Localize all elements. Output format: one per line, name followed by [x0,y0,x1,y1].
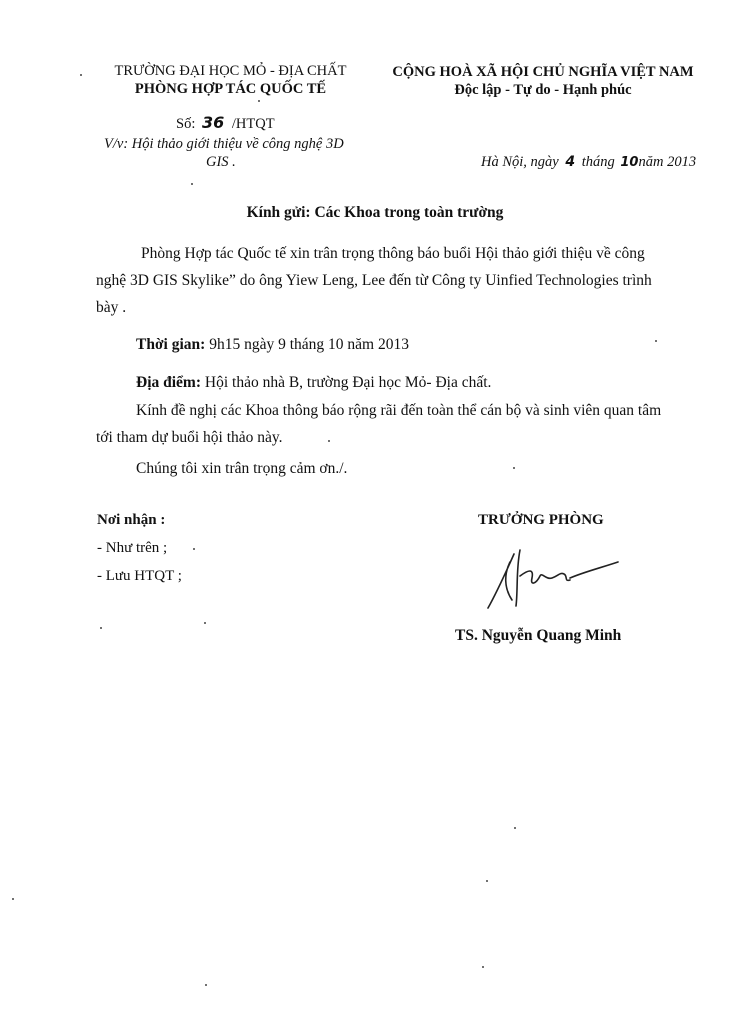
scan-speck [513,467,515,469]
date-year: năm 2013 [638,154,697,170]
doc-number-prefix: Số: [176,116,196,132]
scan-speck [191,183,193,185]
scan-speck [12,898,14,900]
recipients-item-2: - Lưu HTQT ; [97,568,182,584]
scan-speck [514,827,516,829]
doc-number-handwritten: 36 [201,113,225,132]
scan-speck [482,966,484,968]
recipients-item-1: - Như trên ; [97,540,168,556]
time-label: Thời gian: [136,336,206,353]
subject-line-2: GIS . [206,154,236,170]
scan-speck [258,100,260,102]
date-prefix: Hà Nội, ngày [481,154,559,170]
body-paragraph-1-line-3: bày . [96,299,127,316]
body-paragraph-2-line-2: tới tham dự buổi hội thảo này. [96,429,283,446]
handwritten-signature [480,540,630,615]
institution-name: TRƯỜNG ĐẠI HỌC MỎ - ĐỊA CHẤT [114,63,347,79]
body-paragraph-2-line-1: Kính đề nghị các Khoa thông báo rộng rãi đến toàn thể cán bộ và sinh viên quan tâm [136,402,662,419]
signature-role: TRƯỞNG PHÒNG [478,512,604,528]
place-label: Địa điểm: [136,374,202,391]
scan-speck [193,548,195,550]
scan-speck [328,440,330,442]
scan-speck [80,74,82,76]
signer-name: TS. Nguyễn Quang Minh [455,627,622,644]
scan-speck [655,340,657,342]
department-name: PHÒNG HỢP TÁC QUỐC TẾ [134,81,327,97]
body-paragraph-1-line-2: nghệ 3D GIS Skylike” do ông Yiew Leng, Lee đến từ Công ty Uinfied Technologies trình [96,272,652,289]
scan-speck [486,880,488,882]
national-motto-title: CỘNG HOÀ XÃ HỘI CHỦ NGHĨA VIỆT NAM [392,64,694,80]
date-day-handwritten: 4 [565,154,576,170]
body-paragraph-1-line-1: Phòng Hợp tác Quốc tế xin trân trọng thông báo buổi Hội thảo giới thiệu về công [141,245,645,262]
event-place [136,369,491,396]
scan-speck [204,622,206,624]
event-time [136,331,409,358]
recipients-title: Nơi nhận : [97,512,166,528]
scan-speck [205,984,207,986]
scan-speck [100,627,102,629]
time-value: 9h15 ngày 9 tháng 10 năm 2013 [205,336,409,353]
national-motto-subtitle: Độc lập - Tự do - Hạnh phúc [454,82,632,98]
closing-line: Chúng tôi xin trân trọng cảm ơn./. [136,460,348,477]
document-date [481,153,696,172]
recipient-heading: Kính gửi: Các Khoa trong toàn trường [246,204,504,221]
document-number [176,114,275,133]
subject-line-1: V/v: Hội thảo giới thiệu về công nghệ 3D [104,136,344,152]
date-month-label: tháng [581,154,615,170]
date-month-handwritten: 10 [620,155,639,170]
place-value: Hội thảo nhà B, trường Đại học Mỏ- Địa chất. [201,374,492,391]
doc-number-suffix: /HTQT [231,116,275,132]
